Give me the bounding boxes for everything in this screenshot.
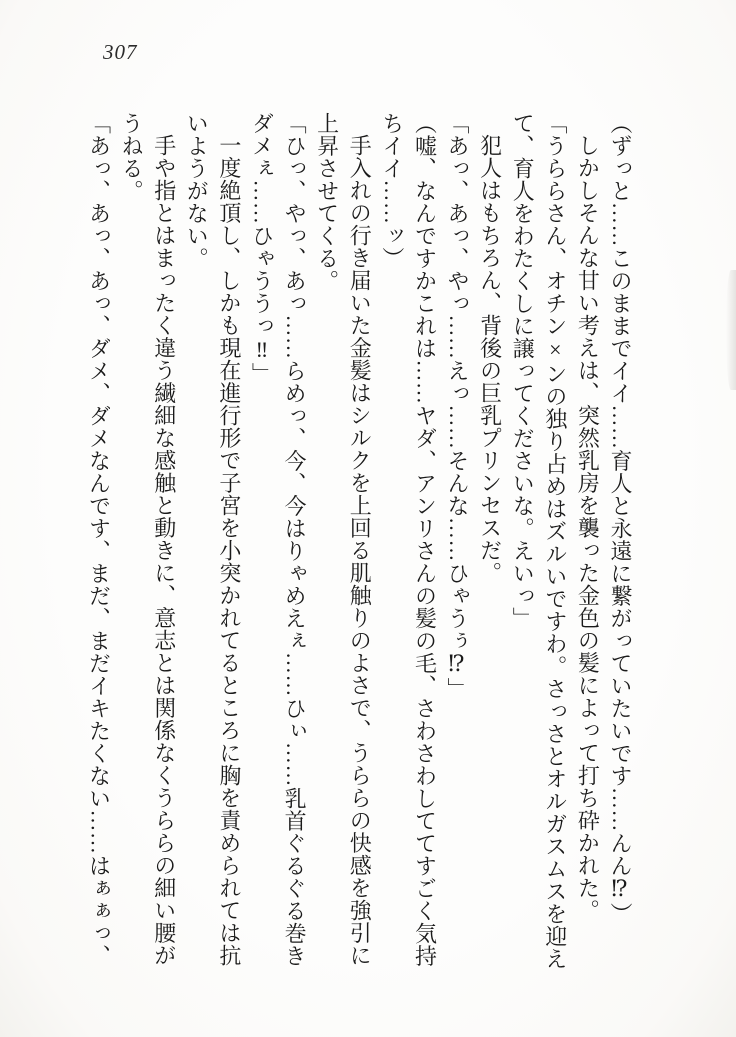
text-line-9: 手入れの行き届いた金髪はシルクを上回る肌触りのよさで、うららの快感を強引に bbox=[347, 134, 373, 967]
text-line-6: 「あっ、あっ、やっ……えっ……そんな……ひゃうぅ⁉」 bbox=[445, 112, 471, 700]
text-line-12: ダメぇ……ひゃううっ‼」 bbox=[249, 112, 275, 385]
text-line-7: （嘘、なんですかこれは……ヤダ、アンリさんの髪の毛、さわさわしててすごく気持 bbox=[412, 112, 438, 967]
text-line-14: いようがない。 bbox=[184, 112, 210, 270]
text-line-15: 手や指とはまったく違う繊細な感触と動きに、意志とは関係なくうららの細い腰が bbox=[151, 134, 177, 967]
text-line-8: ちイイ……ッ） bbox=[379, 112, 405, 270]
page-number: 307 bbox=[103, 40, 138, 64]
text-block bbox=[82, 112, 636, 970]
text-line-13: 一度絶頂し、しかも現在進行形で子宮を小突かれてるところに胸を責められては抗 bbox=[216, 134, 242, 967]
text-line-11: 「ひっ、やっ、あっ……らめっ、今、今はりゃめえぇ……ひぃ……乳首ぐるぐる巻き bbox=[282, 112, 308, 967]
text-line-1: （ずっと……このままでイイ……育人と永遠に繋がっていたいです……んん⁉） bbox=[608, 112, 633, 925]
text-line-17: 「あっ、あっ、あっ、ダメ、ダメなんです、まだ、まだイキたくない……はぁぁっ、 bbox=[86, 112, 112, 967]
text-line-2: しかしそんな甘い考えは、突然乳房を襲った金色の髪によって打ち砕かれた。 bbox=[575, 134, 601, 922]
text-line-3: 「うららさん、オチン×ンの独り占めはズルいですわ。さっさとオルガスムスを迎え bbox=[542, 112, 568, 970]
text-line-10: 上昇させてくる。 bbox=[314, 112, 340, 292]
scan-edge-smudge bbox=[726, 270, 736, 390]
text-line-16: うねる。 bbox=[119, 112, 145, 202]
text-line-5: 犯人はもちろん、背後の巨乳プリンセスだ。 bbox=[477, 134, 503, 584]
text-line-4: て、育人をわたくしに譲ってくださいな。えいっ」 bbox=[510, 112, 536, 630]
